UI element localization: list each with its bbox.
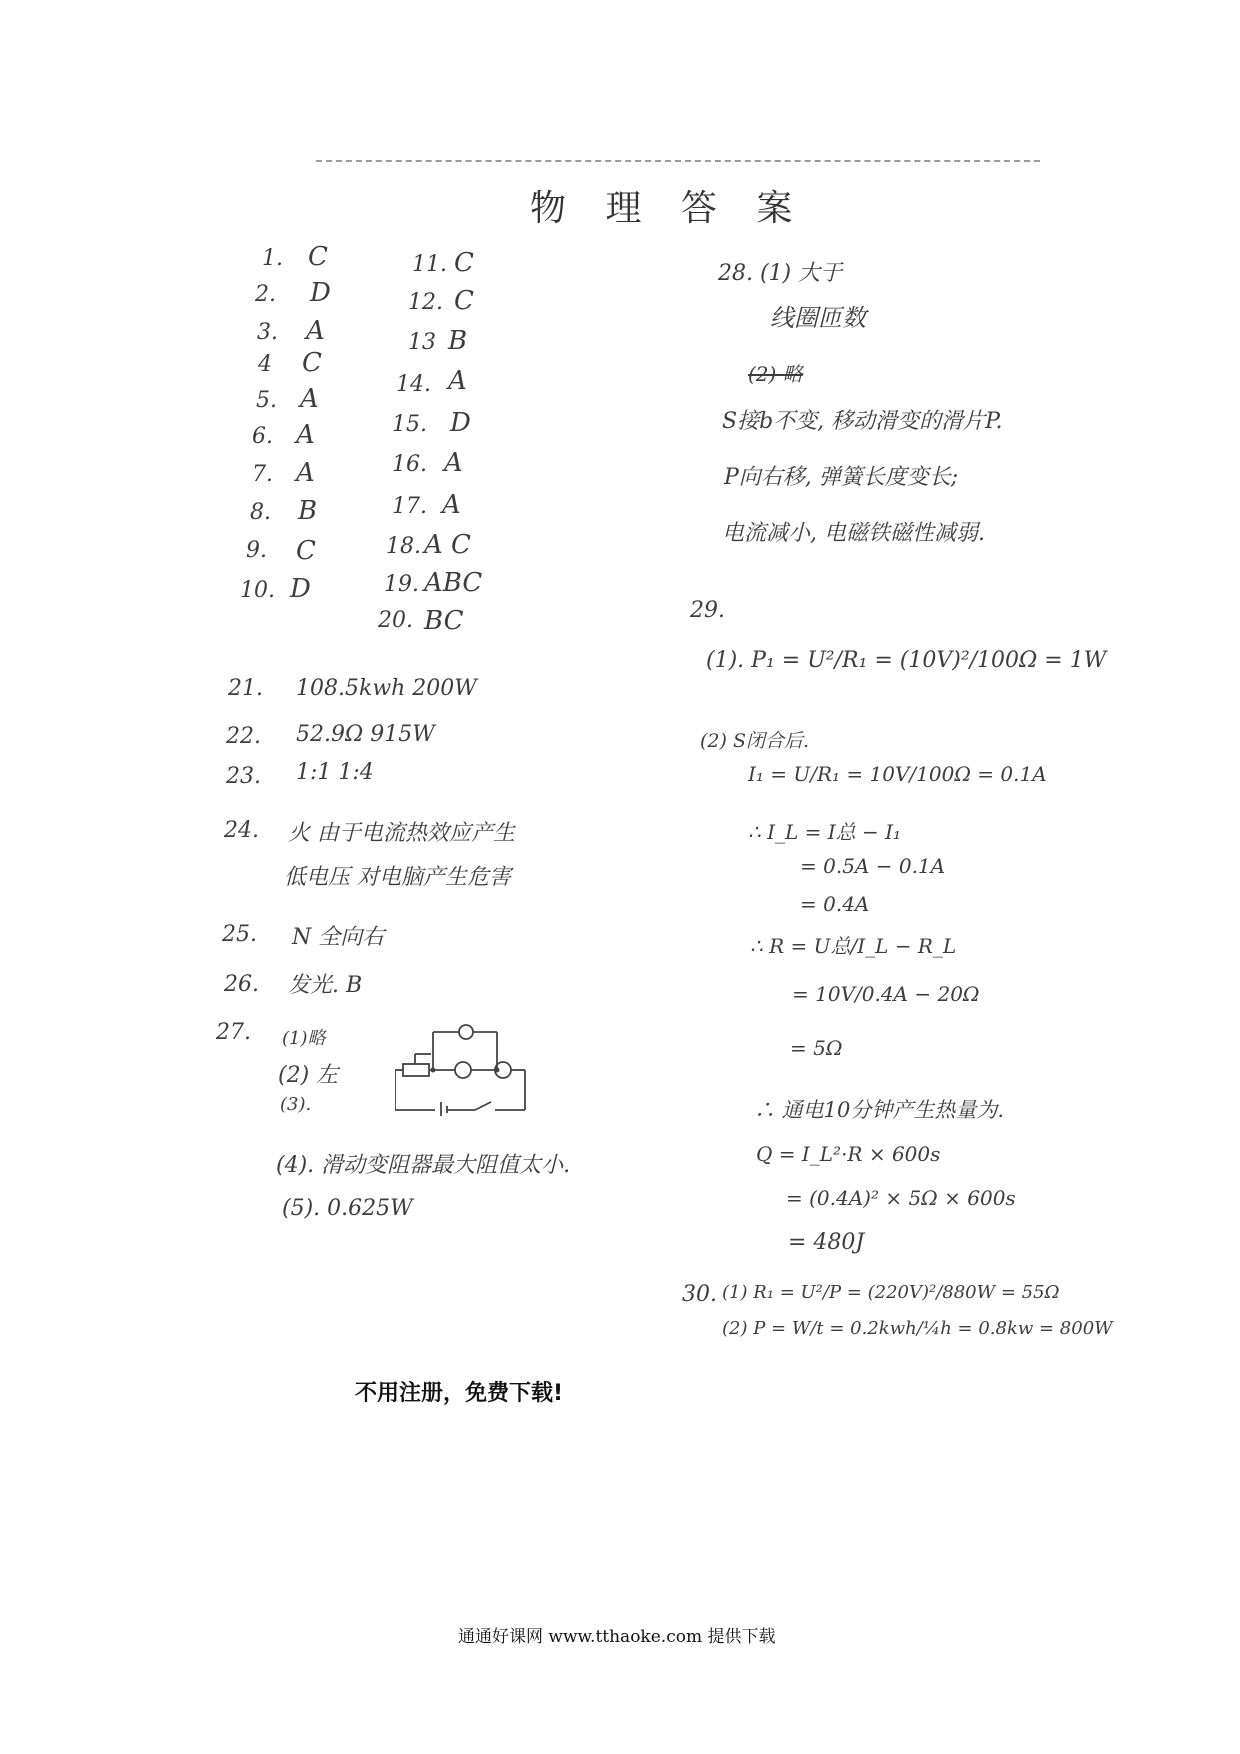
answer: A <box>296 420 315 450</box>
answer: D <box>290 574 311 604</box>
q-number: 11. <box>412 252 447 277</box>
answer: B <box>298 496 318 526</box>
page-title: 物 理 答 案 <box>530 188 807 229</box>
q-number: 25. <box>222 922 257 947</box>
answer: A <box>306 316 325 346</box>
q-number: 22. <box>226 724 261 749</box>
answer-line: 电流减小, 电磁铁磁性减弱. <box>722 521 985 546</box>
q-number: 9. <box>246 538 267 563</box>
q-number: 15. <box>392 412 427 437</box>
q-number: 17. <box>392 494 427 519</box>
answer-part: (3). <box>280 1094 312 1115</box>
q29-head: 29. <box>690 598 725 623</box>
answer: B <box>448 326 468 356</box>
answer: C <box>454 248 474 278</box>
answer: ABC <box>424 568 483 598</box>
answer: BC <box>424 606 464 636</box>
answer: 108.5kwh 200W <box>296 676 477 701</box>
q-number: 23. <box>226 764 261 789</box>
q-number: 24. <box>224 818 259 843</box>
answer: D <box>310 278 331 308</box>
answer-line: 火 由于电流热效应产生 <box>288 821 515 846</box>
answer: A <box>448 366 467 396</box>
q-number: 1. <box>262 246 283 271</box>
answer: 52.9Ω 915W <box>296 722 435 747</box>
calc-line: = 10V/0.4A − 20Ω <box>792 982 980 1006</box>
answer: N 全向右 <box>292 925 385 950</box>
page-footer: 通通好课网 www.tthaoke.com 提供下载 <box>458 1627 776 1647</box>
q-number: 21. <box>228 676 263 701</box>
answer: A C <box>424 530 471 560</box>
answer-part: (2) 左 <box>278 1063 339 1088</box>
answer: C <box>454 286 474 316</box>
calc-line: Q = I_L²·R × 600s <box>756 1142 941 1166</box>
q28-head: 28. (1) 大于 <box>718 261 843 286</box>
calc-line: = 5Ω <box>790 1036 843 1060</box>
answer: 1:1 1:4 <box>296 760 374 785</box>
answer-part: (1)略 <box>282 1028 326 1049</box>
calc-line: ∴ 通电10分钟产生热量为. <box>754 1098 1005 1122</box>
answer-line: (1). P₁ = U²/R₁ = (10V)²/100Ω = 1W <box>706 648 1107 673</box>
answer-line: 线圈匝数 <box>770 304 866 332</box>
answer: C <box>302 348 322 378</box>
answer: A <box>296 458 315 488</box>
q30-head: 30. <box>682 1282 717 1307</box>
answer-line: S接b不变, 移动滑变的滑片P. <box>722 409 1003 434</box>
answer-part: (5). 0.625W <box>282 1196 413 1221</box>
q-number: 4 <box>258 352 272 377</box>
q-number: 3. <box>257 320 278 345</box>
answer-line: 低电压 对电脑产生危害 <box>284 865 511 890</box>
q-number: 12. <box>408 290 443 315</box>
calc-line: (1) R₁ = U²/P = (220V)²/880W = 55Ω <box>722 1282 1060 1303</box>
answer: C <box>308 242 328 272</box>
circuit-diagram <box>395 1018 535 1118</box>
download-note: 不用注册，免费下载! <box>355 1381 564 1406</box>
q-number: 19. <box>384 572 419 597</box>
q-number: 20. <box>378 608 413 633</box>
q-number: 26. <box>224 972 259 997</box>
q-number: 5. <box>256 388 277 413</box>
calc-line: = (0.4A)² × 5Ω × 600s <box>786 1186 1016 1210</box>
answer-part: (4). 滑动变阻器最大阻值太小. <box>276 1153 571 1178</box>
q-number: 13 <box>408 330 436 355</box>
answer: A <box>300 384 319 414</box>
q-number: 14. <box>396 372 431 397</box>
answer: A <box>442 490 461 520</box>
q-number: 16. <box>392 452 427 477</box>
answer: D <box>450 408 471 438</box>
calc-line: ∴ R = U总/I_L − R_L <box>750 934 957 958</box>
answer-line: (2) S闭合后. <box>700 730 810 752</box>
calc-line: = 480J <box>788 1230 865 1255</box>
q-number: 10. <box>240 578 275 603</box>
q-number: 2. <box>255 282 276 307</box>
q-number: 27. <box>216 1020 251 1045</box>
answer: 发光. B <box>288 973 363 998</box>
q-number: 6. <box>252 424 273 449</box>
calc-line: = 0.5A − 0.1A <box>800 854 946 878</box>
calc-line: = 0.4A <box>800 892 870 916</box>
struck-text: (2) 略 <box>748 362 803 386</box>
calc-line: ∴ I_L = I总 − I₁ <box>748 820 902 844</box>
q-number: 7. <box>252 462 273 487</box>
calc-line: (2) P = W/t = 0.2kwh/¼h = 0.8kw = 800W <box>722 1318 1113 1339</box>
answer-line: P向右移, 弹簧长度变长; <box>724 465 959 490</box>
q-number: 8. <box>250 500 271 525</box>
calc-line: I₁ = U/R₁ = 10V/100Ω = 0.1A <box>748 762 1047 786</box>
top-rule <box>316 160 1040 162</box>
q-number: 18. <box>386 534 421 559</box>
answer: C <box>296 536 316 566</box>
answer: A <box>444 448 463 478</box>
